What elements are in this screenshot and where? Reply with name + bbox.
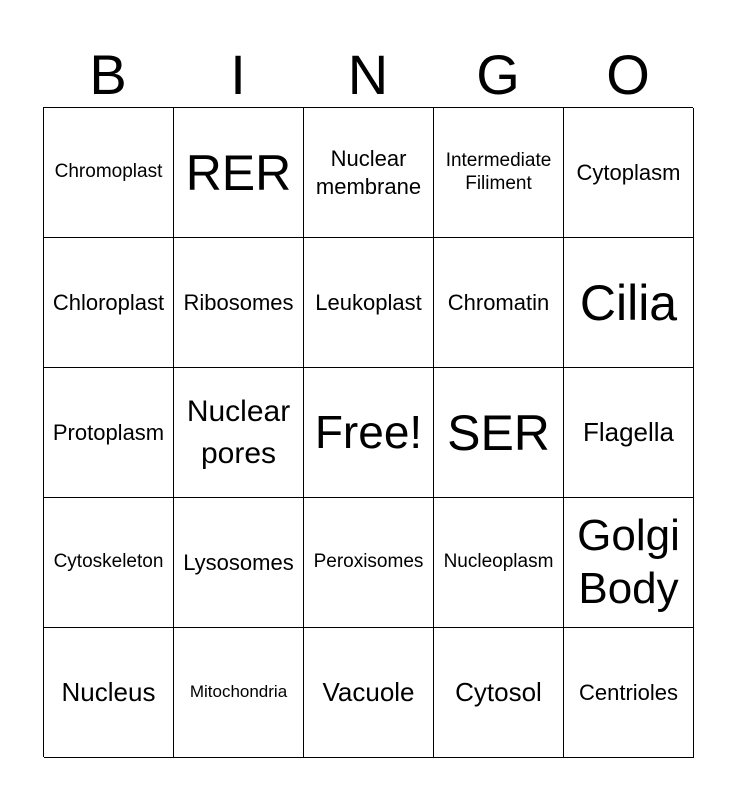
cell-text: Cytoskeleton	[53, 551, 164, 573]
bingo-cell[interactable]	[44, 368, 174, 498]
bingo-cell[interactable]	[44, 628, 174, 758]
cell-text: Peroxisomes	[313, 551, 424, 573]
bingo-cell[interactable]	[434, 368, 564, 498]
bingo-cell[interactable]	[174, 368, 304, 498]
cell-text: Centrioles	[578, 679, 679, 705]
bingo-cell[interactable]	[434, 108, 564, 238]
bingo-cell[interactable]	[174, 108, 304, 238]
bingo-cell[interactable]	[174, 238, 304, 368]
bingo-cell[interactable]	[304, 498, 434, 628]
header-letter-b: B	[89, 43, 127, 106]
cell-text: Chloroplast	[52, 289, 165, 315]
header-letter-o: O	[606, 43, 650, 106]
bingo-cell[interactable]	[304, 108, 434, 238]
bingo-cell[interactable]	[434, 628, 564, 758]
cell-text: Leukoplast	[315, 289, 422, 315]
cell-text: SER	[447, 404, 550, 461]
bingo-cell[interactable]	[174, 628, 304, 758]
cell-text: Mitochondria	[189, 682, 288, 702]
cell-text: Vacuole	[322, 676, 415, 707]
bingo-cell[interactable]	[564, 628, 694, 758]
cell-text: Ribosomes	[183, 289, 294, 315]
header-letter-n: N	[347, 43, 389, 106]
header-letter-g: G	[476, 43, 520, 106]
bingo-cell[interactable]	[564, 238, 694, 368]
bingo-cell[interactable]	[304, 238, 434, 368]
header-letter-i: I	[230, 43, 246, 106]
bingo-board	[43, 107, 693, 757]
cell-text: Nuclear membrane	[315, 146, 422, 199]
bingo-cell-free[interactable]	[304, 368, 434, 498]
cell-text: Nuclear pores	[186, 394, 291, 470]
cell-text: Cytosol	[455, 676, 542, 707]
cell-text: Protoplasm	[52, 419, 165, 445]
cell-text: Nucleus	[61, 676, 156, 707]
cell-text: Intermediate Filiment	[445, 149, 552, 194]
cell-text: Free!	[314, 405, 423, 458]
cell-text: Golgi Body	[577, 510, 680, 613]
bingo-cell[interactable]	[564, 368, 694, 498]
bingo-cell[interactable]	[434, 498, 564, 628]
cell-text: Cilia	[579, 274, 678, 331]
bingo-cell[interactable]	[304, 628, 434, 758]
cell-text: Cytoplasm	[576, 159, 681, 185]
bingo-cell[interactable]	[44, 108, 174, 238]
bingo-cell[interactable]	[174, 498, 304, 628]
cell-text: Chromoplast	[54, 161, 163, 183]
cell-text: Chromatin	[447, 289, 550, 315]
cell-text: Nucleoplasm	[443, 551, 554, 573]
bingo-cell[interactable]	[434, 238, 564, 368]
bingo-cell[interactable]	[44, 238, 174, 368]
bingo-cell[interactable]	[44, 498, 174, 628]
cell-text: Flagella	[582, 416, 675, 447]
bingo-cell[interactable]	[564, 108, 694, 238]
bingo-cell[interactable]	[564, 498, 694, 628]
cell-text: Lysosomes	[183, 549, 294, 575]
bingo-header	[43, 42, 693, 108]
cell-text: RER	[185, 144, 292, 201]
